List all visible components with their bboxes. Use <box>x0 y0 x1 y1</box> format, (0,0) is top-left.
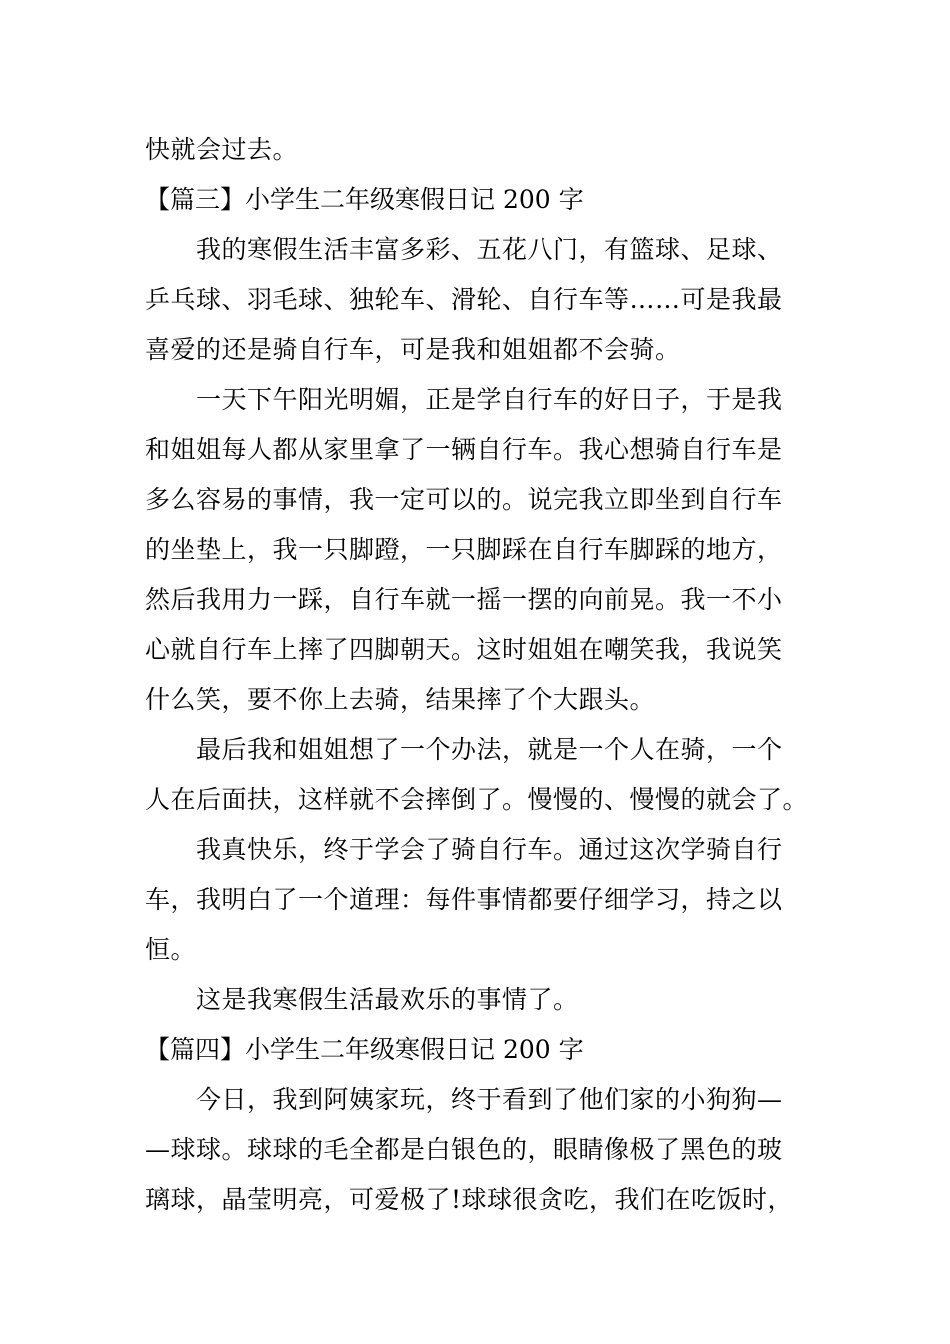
section-heading-4: 【篇四】小学生二年级寒假日记 200 字 <box>145 1035 584 1064</box>
paragraph-line: 和姐姐每人都从家里拿了一辆自行车。我心想骑自行车是 <box>145 435 783 464</box>
paragraph-line: 我真快乐，终于学会了骑自行车。通过这次学骑自行 <box>196 835 783 864</box>
paragraph-line: 车，我明白了一个道理：每件事情都要仔细学习，持之以 <box>145 885 783 914</box>
paragraph-line: 最后我和姐姐想了一个办法，就是一个人在骑，一个 <box>196 735 783 764</box>
paragraph-line: 心就自行车上摔了四脚朝天。这时姐姐在嘲笑我，我说笑 <box>145 635 783 664</box>
paragraph-line: 今日，我到阿姨家玩，终于看到了他们家的小狗狗— <box>196 1085 783 1114</box>
paragraph-line: 一天下午阳光明媚，正是学自行车的好日子，于是我 <box>196 385 783 414</box>
paragraph-line: 璃球，晶莹明亮，可爱极了!球球很贪吃，我们在吃饭时， <box>145 1185 794 1214</box>
paragraph-line: 我的寒假生活丰富多彩、五花八门，有篮球、足球、 <box>196 235 783 264</box>
paragraph-line: 恒。 <box>145 935 197 964</box>
paragraph-line: 人在后面扶，这样就不会摔倒了。慢慢的、慢慢的就会了。 <box>145 785 809 814</box>
section-heading-3: 【篇三】小学生二年级寒假日记 200 字 <box>145 185 584 214</box>
paragraph-line: 什么笑，要不你上去骑，结果摔了个大跟头。 <box>145 685 656 714</box>
paragraph-line: 这是我寒假生活最欢乐的事情了。 <box>196 985 579 1014</box>
paragraph-line: 乒乓球、羽毛球、独轮车、滑轮、自行车等……可是我最 <box>145 285 783 314</box>
paragraph-line: 的坐垫上，我一只脚蹬，一只脚踩在自行车脚踩的地方， <box>145 535 783 564</box>
paragraph-line: 多么容易的事情，我一定可以的。说完我立即坐到自行车 <box>145 485 783 514</box>
paragraph-line: —球球。球球的毛全都是白银色的，眼睛像极了黑色的玻 <box>145 1135 783 1164</box>
paragraph-line: 然后我用力一踩，自行车就一摇一摆的向前晃。我一不小 <box>145 585 783 614</box>
paragraph-line: 快就会过去。 <box>145 135 299 164</box>
paragraph-line: 喜爱的还是骑自行车，可是我和姐姐都不会骑。 <box>145 335 681 364</box>
